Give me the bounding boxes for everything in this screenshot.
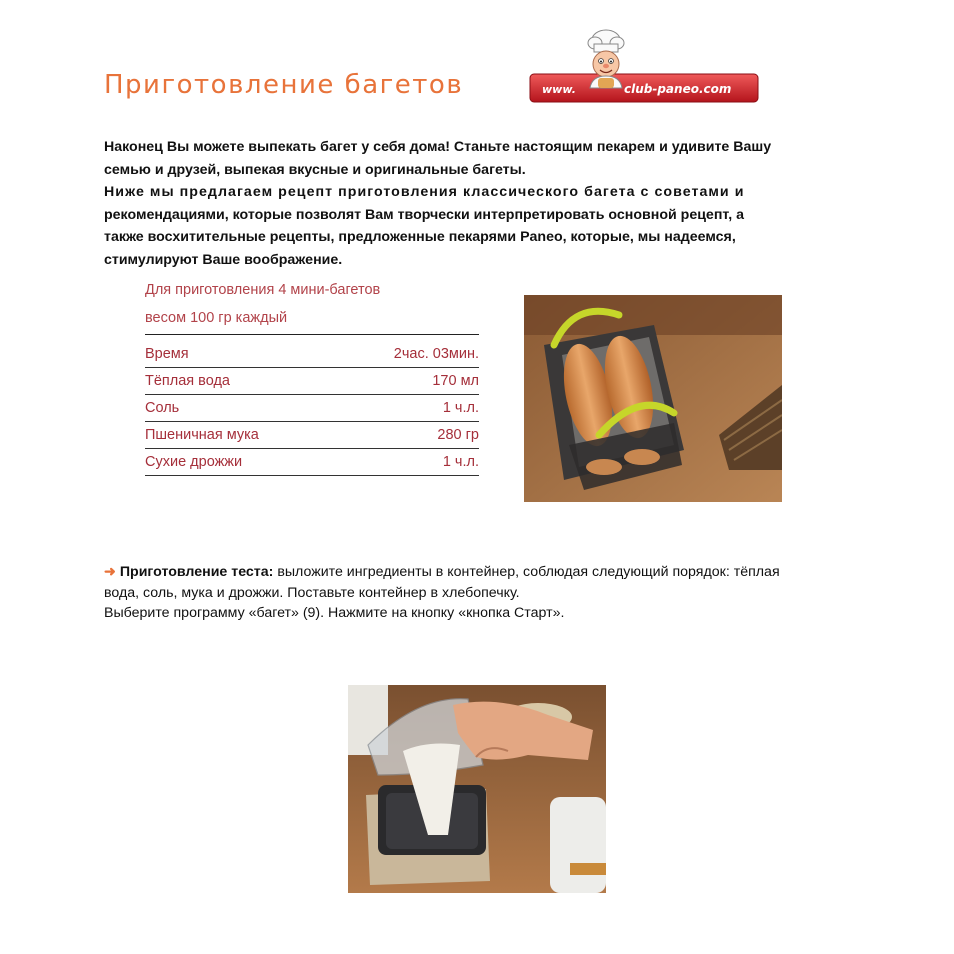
table-row	[145, 395, 479, 422]
intro-text	[104, 136, 820, 272]
ingredient-name: Тёплая вода	[145, 368, 336, 395]
club-paneo-logo	[528, 26, 760, 108]
intro-line: также восхитительные рецепты, предложенные пекарями Paneo, которые, мы надеемся,	[104, 229, 736, 246]
table-row	[145, 341, 479, 368]
arrow-icon: ➜	[104, 564, 116, 580]
dough-line: Выберите программу «багет» (9). Нажмите на кнопку «кнопка Старт».	[104, 605, 565, 621]
ingredient-value: 1 ч.л.	[336, 449, 479, 476]
flour-pouring-photo	[348, 685, 606, 893]
table-row	[145, 422, 479, 449]
recipe-heading-line: Для приготовления 4 мини-багетов	[145, 282, 381, 298]
intro-line: Наконец Вы можете выпекать багет у себя дома! Станьте настоящим пекарем и удивите Вашу	[104, 139, 772, 155]
intro-line: семью и друзей, выпекая вкусные и оригинальные багеты.	[104, 161, 526, 178]
baguette-pan-photo	[524, 295, 782, 502]
dough-text: выложите ингредиенты в контейнер, соблюдая следующий порядок: тёплая	[273, 564, 780, 580]
ingredient-value: 280 гр	[336, 422, 479, 449]
intro-line: рекомендациями, которые позволят Вам творчески интерпретировать основной рецепт, а	[104, 206, 745, 223]
ingredient-value: 170 мл	[336, 368, 479, 395]
ingredient-name: Пшеничная мука	[145, 422, 336, 449]
ingredient-value: 1 ч.л.	[336, 395, 479, 422]
ingredient-name: Сухие дрожжи	[145, 449, 336, 476]
dough-instructions	[104, 562, 824, 624]
dough-line: вода, соль, мука и дрожжи. Поставьте контейнер в хлебопечку.	[104, 584, 520, 601]
page-title: Приготовление багетов	[104, 70, 464, 100]
recipe-heading	[145, 276, 479, 335]
svg-text:club-paneo.com: club-paneo.com	[624, 82, 732, 96]
table-row	[145, 368, 479, 395]
recipe-heading-line: весом 100 гр каждый	[145, 310, 288, 326]
intro-line: стимулируют Ваше воображение.	[104, 251, 343, 268]
ingredients-table	[145, 341, 479, 476]
svg-text:www.: www.	[542, 83, 576, 96]
dough-label: Приготовление теста:	[119, 564, 274, 580]
dough-line	[104, 562, 824, 583]
ingredient-value: 2час. 03мин.	[336, 341, 479, 368]
intro-line: Ниже мы предлагаем рецепт приготовления классического багета с советами и	[104, 184, 745, 201]
table-row	[145, 449, 479, 476]
ingredient-name: Соль	[145, 395, 336, 422]
ingredient-name: Время	[145, 341, 336, 368]
